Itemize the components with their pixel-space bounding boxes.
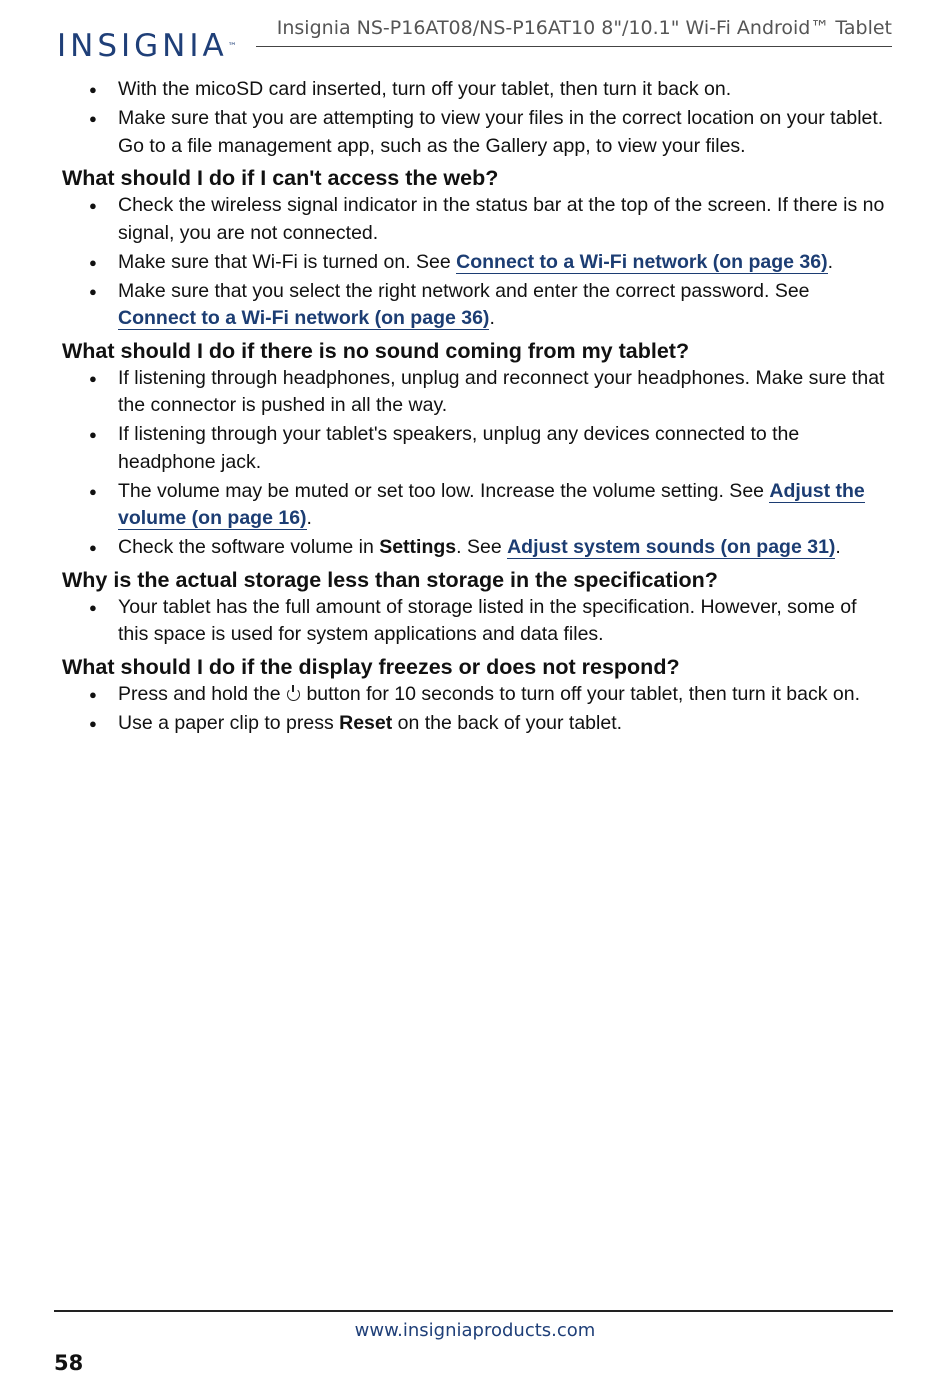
power-icon: [287, 688, 300, 701]
bullet-icon: ●: [89, 283, 97, 299]
link-connect-wifi[interactable]: Connect to a Wi-Fi network (on page 36): [118, 307, 490, 329]
insignia-logo: INSIGNIA™: [57, 28, 237, 64]
list-item: ● Make sure that Wi-Fi is turned on. See Connect to a Wi-Fi network (on page 36).: [62, 249, 892, 277]
list-item: ● The volume may be muted or set too low. Increase the volume setting. See Adjust the volume (on page 16).: [89, 479, 865, 529]
storage-list: [62, 594, 892, 649]
bullet-icon: ●: [89, 540, 97, 555]
section-heading-web: What should I do if I can't access the web?: [62, 166, 499, 190]
link-connect-wifi[interactable]: Connect to a Wi-Fi network (on page 36): [456, 250, 828, 273]
intro-list: [62, 76, 892, 160]
bullet-icon: ●: [89, 599, 97, 615]
web-list: [62, 192, 892, 333]
list-item: ● If listening through headphones, unplug and reconnect your headphones. Make sure that the connector is pushed in all the way.: [89, 366, 885, 416]
bullet-icon: ●: [89, 715, 97, 731]
bullet-icon: ●: [89, 483, 97, 499]
footer-url[interactable]: www.insigniaproducts.com: [354, 1320, 596, 1341]
list-item: ● Your tablet has the full amount of storage listed in the specification. However, some of this space is used for system applications and data files.: [89, 595, 857, 645]
list-item: ● Make sure that you are attempting to view your files in the correct location on your tablet. Go to a file management app, such as the Gallery app, to view your files.: [89, 107, 884, 157]
page-content: [62, 76, 892, 739]
bullet-icon: ●: [89, 686, 97, 702]
section-heading-sound: What should I do if there is no sound coming from my tablet?: [62, 338, 690, 363]
list-item: ● If listening through your tablet's speakers, unplug any devices connected to the headphone jack.: [89, 423, 800, 473]
bullet-icon: ●: [89, 370, 97, 386]
settings-term: Settings: [379, 536, 457, 558]
bullet-icon: ●: [89, 427, 97, 442]
list-item: ● Make sure that you select the right network and enter the correct password. See Connect to a Wi-Fi network (on page 36).: [89, 279, 810, 329]
list-item: ● Check the software volume in Settings. See Adjust system sounds (on page 31).: [62, 534, 892, 562]
sound-list: [62, 365, 892, 562]
header-divider: [256, 46, 892, 47]
header-title: Insignia NS-P16AT08/NS-P16AT10 8"/10.1" Wi-Fi Android™ Tablet: [276, 17, 892, 39]
bullet-icon: ●: [89, 198, 97, 213]
list-item: ● Use a paper clip to press Reset on the back of your tablet.: [62, 710, 892, 738]
footer-divider: [54, 1310, 893, 1312]
list-item: ● With the micoSD card inserted, turn off your tablet, then turn it back on.: [62, 76, 892, 104]
section-heading-storage: Why is the actual storage less than storage in the specification?: [62, 567, 718, 592]
bullet-icon: ●: [89, 254, 97, 270]
link-adjust-volume[interactable]: Adjust the volume (on page 16): [118, 479, 865, 529]
page-number: 58: [54, 1351, 84, 1375]
list-item: ● Press and hold the button for 10 seconds to turn off your tablet, then turn it back on.: [62, 681, 892, 709]
bullet-icon: ●: [89, 82, 97, 97]
bullet-icon: ●: [89, 111, 97, 126]
reset-term: Reset: [339, 711, 393, 734]
link-adjust-system-sounds[interactable]: Adjust system sounds (on page 31): [507, 536, 836, 558]
list-item: ● Check the wireless signal indicator in the status bar at the top of the screen. If there is no signal, you are not connected.: [89, 194, 885, 244]
display-list: [62, 681, 892, 738]
section-heading-display: What should I do if the display freezes or does not respond?: [62, 654, 680, 679]
